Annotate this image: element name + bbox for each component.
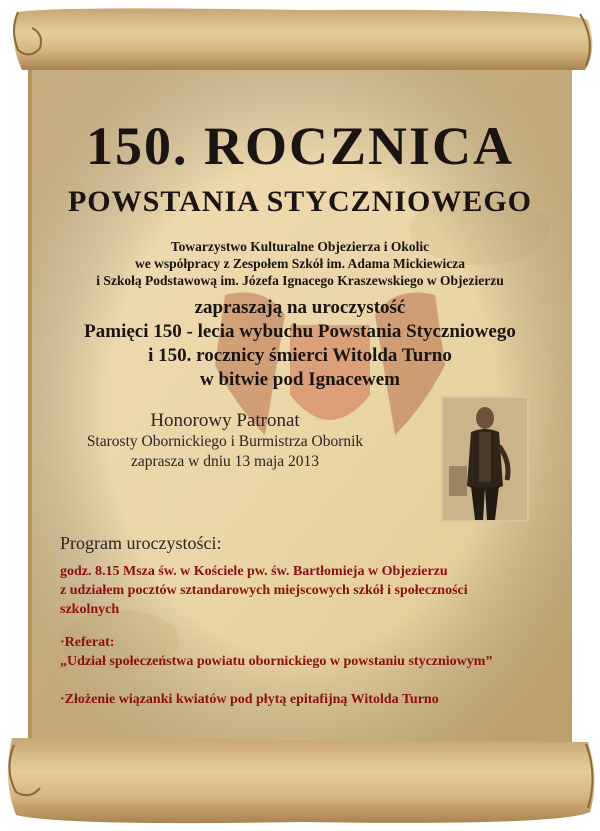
invitation-line: zapraszają na uroczystość (194, 297, 406, 318)
program-heading: Program uroczystości: (60, 533, 222, 553)
invitation-line: w bitwie pod Ignacewem (199, 369, 401, 390)
patronage-heading: Honorowy Patronat (150, 410, 300, 431)
program-item-wreath: ·Złożenie wiązanki kwiatów pod płytą epitafijną Witolda Turno (60, 692, 439, 707)
patronage-date: zaprasza w dniu 13 maja 2013 (130, 453, 320, 470)
program-item-line: szkolnych (60, 602, 120, 617)
organizer-line: i Szkołą Podstawową im. Józefa Ignacego Kraszewskiego w Objezierzu (96, 273, 504, 288)
poster-subtitle: POWSTANIA STYCZNIOWEGO (67, 185, 533, 218)
portrait-photo (441, 396, 529, 522)
program-item-mass (60, 562, 580, 619)
program-item-line: ·Referat: (60, 635, 115, 650)
invitation-line: Pamięci 150 - lecia wybuchu Powstania Styczniowego (84, 321, 516, 342)
program-item-line: godz. 8.15 Msza św. w Kościele pw. św. Bartłomieja w Objezierzu (60, 564, 448, 579)
organizer-line: we współpracy z Zespołem Szkół im. Adama Mickiewicza (135, 256, 465, 271)
invitation-block (0, 296, 600, 392)
organizers-block (0, 238, 600, 289)
patronage-line: Starosty Obornickiego i Burmistrza Obornik (86, 433, 364, 450)
poster-title: 150. ROCZNICA (85, 116, 515, 176)
patronage-block (55, 410, 395, 472)
organizer-line: Towarzystwo Kulturalne Objezierza i Okolic (170, 239, 430, 254)
program-item-line: z udziałem pocztów sztandarowych miejscowych szkół i społeczności (60, 583, 468, 598)
program-item-lecture (60, 633, 580, 671)
invitation-line: i 150. rocznicy śmierci Witolda Turno (148, 345, 452, 366)
program-item-line: „Udział społeczeństwa powiatu obornickiego w powstaniu styczniowym” (60, 654, 493, 669)
